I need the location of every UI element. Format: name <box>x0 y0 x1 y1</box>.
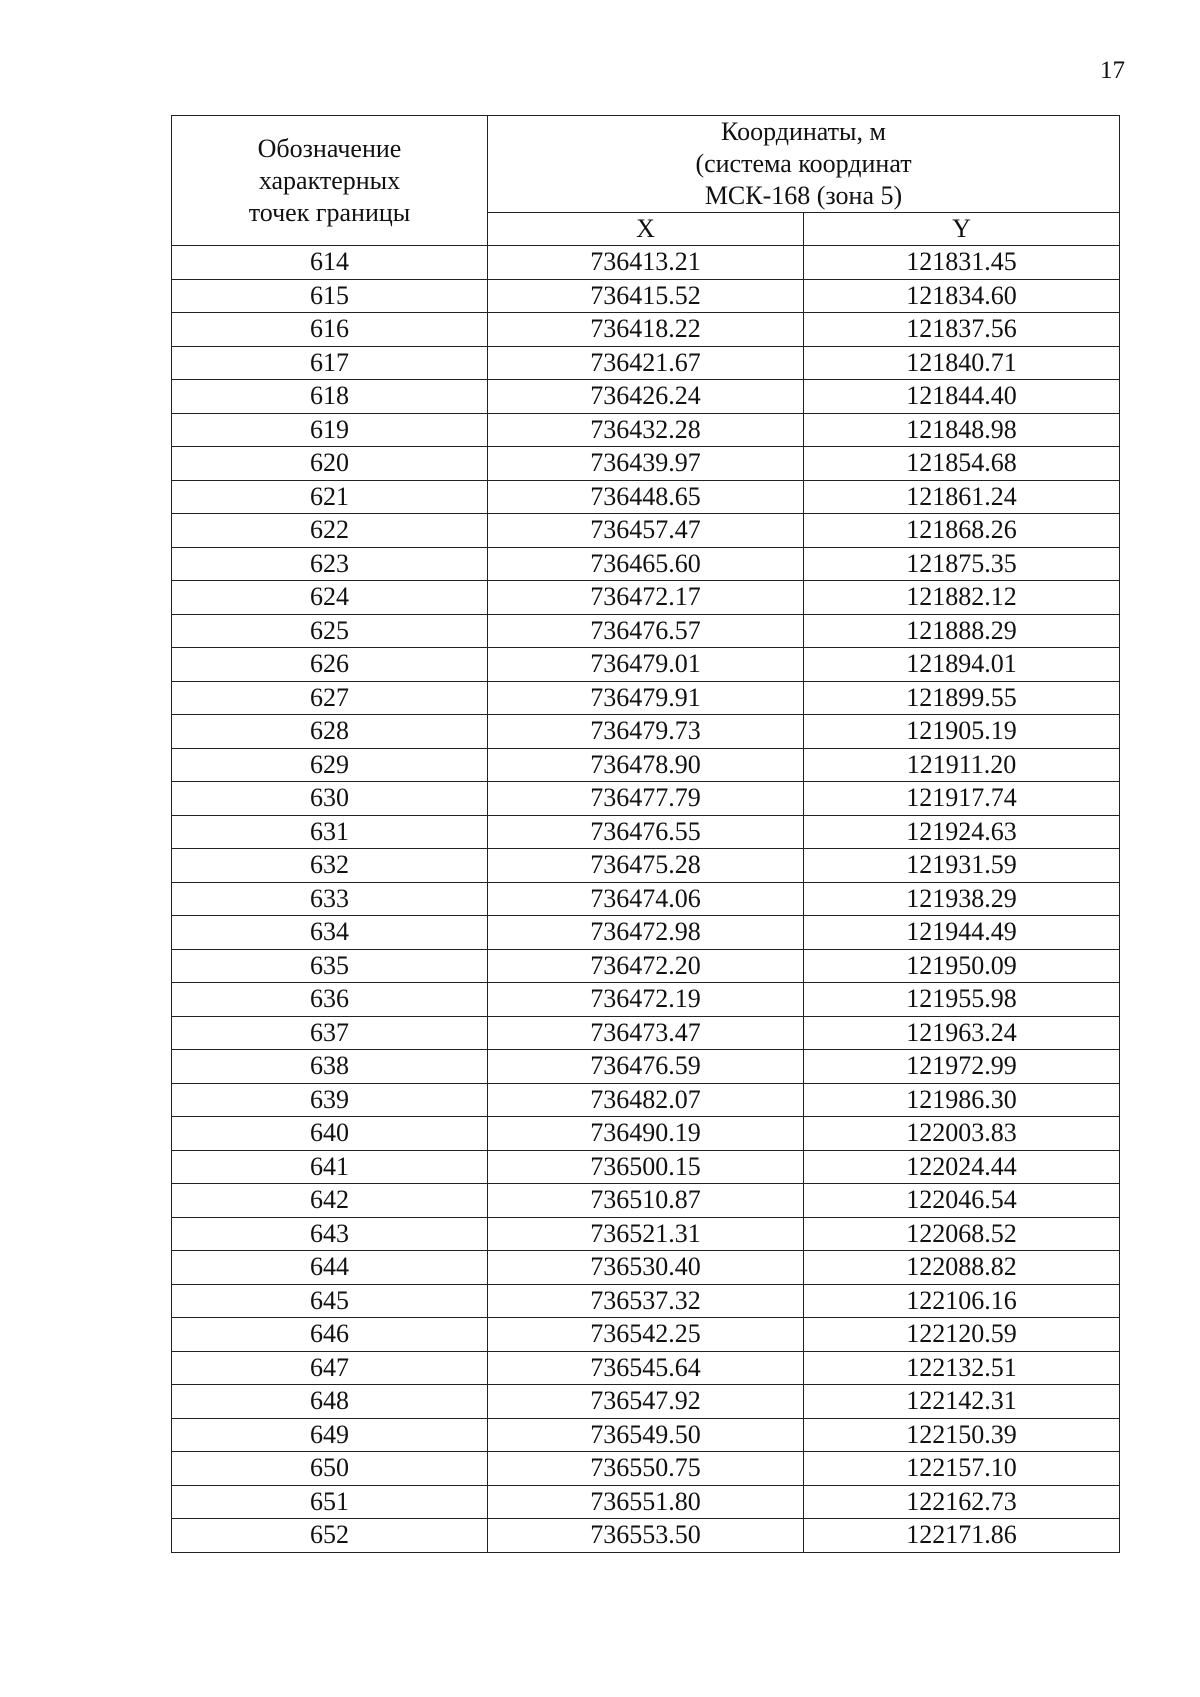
cell-x: 736476.55 <box>488 815 804 849</box>
cell-point: 644 <box>172 1251 488 1285</box>
table-row <box>172 782 1120 816</box>
cell-y: 121840.71 <box>804 346 1120 380</box>
cell-point: 623 <box>172 547 488 581</box>
cell-x: 736457.47 <box>488 514 804 548</box>
cell-y: 121844.40 <box>804 380 1120 414</box>
table-row <box>172 1418 1120 1452</box>
cell-point: 646 <box>172 1318 488 1352</box>
table-row <box>172 681 1120 715</box>
cell-point: 624 <box>172 581 488 615</box>
table-row <box>172 748 1120 782</box>
cell-y: 122157.10 <box>804 1452 1120 1486</box>
table-row <box>172 1184 1120 1218</box>
table-row <box>172 246 1120 280</box>
cell-y: 121848.98 <box>804 413 1120 447</box>
cell-y: 121861.24 <box>804 480 1120 514</box>
table-row <box>172 849 1120 883</box>
table-row <box>172 447 1120 481</box>
cell-x: 736476.59 <box>488 1050 804 1084</box>
cell-x: 736530.40 <box>488 1251 804 1285</box>
cell-point: 636 <box>172 983 488 1017</box>
cell-y: 121944.49 <box>804 916 1120 950</box>
cell-x: 736472.98 <box>488 916 804 950</box>
cell-point: 637 <box>172 1016 488 1050</box>
cell-y: 122024.44 <box>804 1150 1120 1184</box>
table-row <box>172 1083 1120 1117</box>
cell-point: 631 <box>172 815 488 849</box>
cell-y: 121868.26 <box>804 514 1120 548</box>
cell-x: 736413.21 <box>488 246 804 280</box>
cell-y: 121963.24 <box>804 1016 1120 1050</box>
header-point-designation: Обозначение характерных точек границы <box>172 116 488 246</box>
cell-x: 736545.64 <box>488 1351 804 1385</box>
cell-y: 122120.59 <box>804 1318 1120 1352</box>
cell-point: 649 <box>172 1418 488 1452</box>
cell-y: 121986.30 <box>804 1083 1120 1117</box>
table-row <box>172 916 1120 950</box>
table-row <box>172 313 1120 347</box>
table-row <box>172 715 1120 749</box>
cell-point: 635 <box>172 949 488 983</box>
cell-x: 736472.20 <box>488 949 804 983</box>
cell-x: 736547.92 <box>488 1385 804 1419</box>
cell-x: 736482.07 <box>488 1083 804 1117</box>
cell-point: 614 <box>172 246 488 280</box>
cell-x: 736465.60 <box>488 547 804 581</box>
table-row <box>172 1485 1120 1519</box>
cell-y: 122132.51 <box>804 1351 1120 1385</box>
cell-y: 121955.98 <box>804 983 1120 1017</box>
table-row <box>172 1050 1120 1084</box>
cell-point: 639 <box>172 1083 488 1117</box>
cell-y: 122106.16 <box>804 1284 1120 1318</box>
cell-point: 622 <box>172 514 488 548</box>
cell-x: 736473.47 <box>488 1016 804 1050</box>
cell-x: 736432.28 <box>488 413 804 447</box>
cell-x: 736476.57 <box>488 614 804 648</box>
cell-x: 736537.32 <box>488 1284 804 1318</box>
table-row <box>172 413 1120 447</box>
table-header <box>172 116 1120 246</box>
cell-y: 121917.74 <box>804 782 1120 816</box>
cell-point: 643 <box>172 1217 488 1251</box>
table-row <box>172 1284 1120 1318</box>
table-row <box>172 1016 1120 1050</box>
table-row <box>172 648 1120 682</box>
cell-y: 121899.55 <box>804 681 1120 715</box>
cell-x: 736479.73 <box>488 715 804 749</box>
table-row <box>172 547 1120 581</box>
cell-y: 121972.99 <box>804 1050 1120 1084</box>
table-row <box>172 1351 1120 1385</box>
table-row <box>172 346 1120 380</box>
table-row <box>172 1519 1120 1553</box>
cell-x: 736477.79 <box>488 782 804 816</box>
cell-point: 642 <box>172 1184 488 1218</box>
cell-y: 121924.63 <box>804 815 1120 849</box>
cell-y: 121854.68 <box>804 447 1120 481</box>
cell-point: 627 <box>172 681 488 715</box>
cell-y: 121938.29 <box>804 882 1120 916</box>
cell-point: 625 <box>172 614 488 648</box>
table-row <box>172 1385 1120 1419</box>
cell-y: 122162.73 <box>804 1485 1120 1519</box>
cell-point: 618 <box>172 380 488 414</box>
cell-point: 640 <box>172 1117 488 1151</box>
cell-x: 736500.15 <box>488 1150 804 1184</box>
table-row <box>172 1318 1120 1352</box>
cell-point: 632 <box>172 849 488 883</box>
cell-y: 122046.54 <box>804 1184 1120 1218</box>
cell-x: 736478.90 <box>488 748 804 782</box>
cell-x: 736549.50 <box>488 1418 804 1452</box>
cell-y: 121905.19 <box>804 715 1120 749</box>
cell-x: 736472.17 <box>488 581 804 615</box>
cell-point: 648 <box>172 1385 488 1419</box>
cell-x: 736542.25 <box>488 1318 804 1352</box>
cell-x: 736551.80 <box>488 1485 804 1519</box>
cell-y: 121911.20 <box>804 748 1120 782</box>
cell-point: 617 <box>172 346 488 380</box>
cell-point: 616 <box>172 313 488 347</box>
cell-y: 121837.56 <box>804 313 1120 347</box>
cell-x: 736550.75 <box>488 1452 804 1486</box>
cell-x: 736448.65 <box>488 480 804 514</box>
header-x: X <box>488 213 804 246</box>
coordinates-table <box>171 115 1120 1553</box>
table-row <box>172 514 1120 548</box>
cell-point: 633 <box>172 882 488 916</box>
table-row <box>172 581 1120 615</box>
cell-point: 630 <box>172 782 488 816</box>
cell-x: 736479.01 <box>488 648 804 682</box>
table-row <box>172 480 1120 514</box>
table-row <box>172 1217 1120 1251</box>
cell-x: 736439.97 <box>488 447 804 481</box>
cell-x: 736490.19 <box>488 1117 804 1151</box>
cell-y: 121875.35 <box>804 547 1120 581</box>
table-row <box>172 380 1120 414</box>
cell-x: 736421.67 <box>488 346 804 380</box>
cell-y: 122150.39 <box>804 1418 1120 1452</box>
cell-y: 122142.31 <box>804 1385 1120 1419</box>
page-number: 17 <box>1100 57 1125 84</box>
cell-point: 641 <box>172 1150 488 1184</box>
cell-x: 736472.19 <box>488 983 804 1017</box>
cell-y: 121882.12 <box>804 581 1120 615</box>
cell-y: 121834.60 <box>804 279 1120 313</box>
cell-x: 736474.06 <box>488 882 804 916</box>
cell-point: 645 <box>172 1284 488 1318</box>
cell-y: 121888.29 <box>804 614 1120 648</box>
cell-y: 122003.83 <box>804 1117 1120 1151</box>
table-row <box>172 949 1120 983</box>
cell-y: 121931.59 <box>804 849 1120 883</box>
header-y: Y <box>804 213 1120 246</box>
cell-point: 634 <box>172 916 488 950</box>
header-coordinates: Координаты, м (система координат МСК-168 (зона 5) <box>488 116 1120 213</box>
table-row <box>172 614 1120 648</box>
cell-y: 121950.09 <box>804 949 1120 983</box>
table-row <box>172 1452 1120 1486</box>
cell-point: 651 <box>172 1485 488 1519</box>
cell-y: 122068.52 <box>804 1217 1120 1251</box>
cell-point: 628 <box>172 715 488 749</box>
cell-x: 736475.28 <box>488 849 804 883</box>
table-row <box>172 983 1120 1017</box>
cell-y: 122171.86 <box>804 1519 1120 1553</box>
cell-y: 121831.45 <box>804 246 1120 280</box>
cell-x: 736418.22 <box>488 313 804 347</box>
table-body <box>172 246 1120 1553</box>
cell-point: 650 <box>172 1452 488 1486</box>
table-row <box>172 1117 1120 1151</box>
table-row <box>172 882 1120 916</box>
cell-point: 626 <box>172 648 488 682</box>
cell-point: 620 <box>172 447 488 481</box>
cell-x: 736553.50 <box>488 1519 804 1553</box>
table-row <box>172 279 1120 313</box>
table-row <box>172 1251 1120 1285</box>
table-row <box>172 815 1120 849</box>
cell-x: 736510.87 <box>488 1184 804 1218</box>
cell-x: 736426.24 <box>488 380 804 414</box>
cell-y: 121894.01 <box>804 648 1120 682</box>
cell-point: 621 <box>172 480 488 514</box>
table-row <box>172 1150 1120 1184</box>
cell-point: 619 <box>172 413 488 447</box>
cell-x: 736415.52 <box>488 279 804 313</box>
cell-point: 629 <box>172 748 488 782</box>
cell-x: 736479.91 <box>488 681 804 715</box>
cell-point: 652 <box>172 1519 488 1553</box>
cell-point: 638 <box>172 1050 488 1084</box>
cell-point: 615 <box>172 279 488 313</box>
cell-point: 647 <box>172 1351 488 1385</box>
cell-y: 122088.82 <box>804 1251 1120 1285</box>
cell-x: 736521.31 <box>488 1217 804 1251</box>
